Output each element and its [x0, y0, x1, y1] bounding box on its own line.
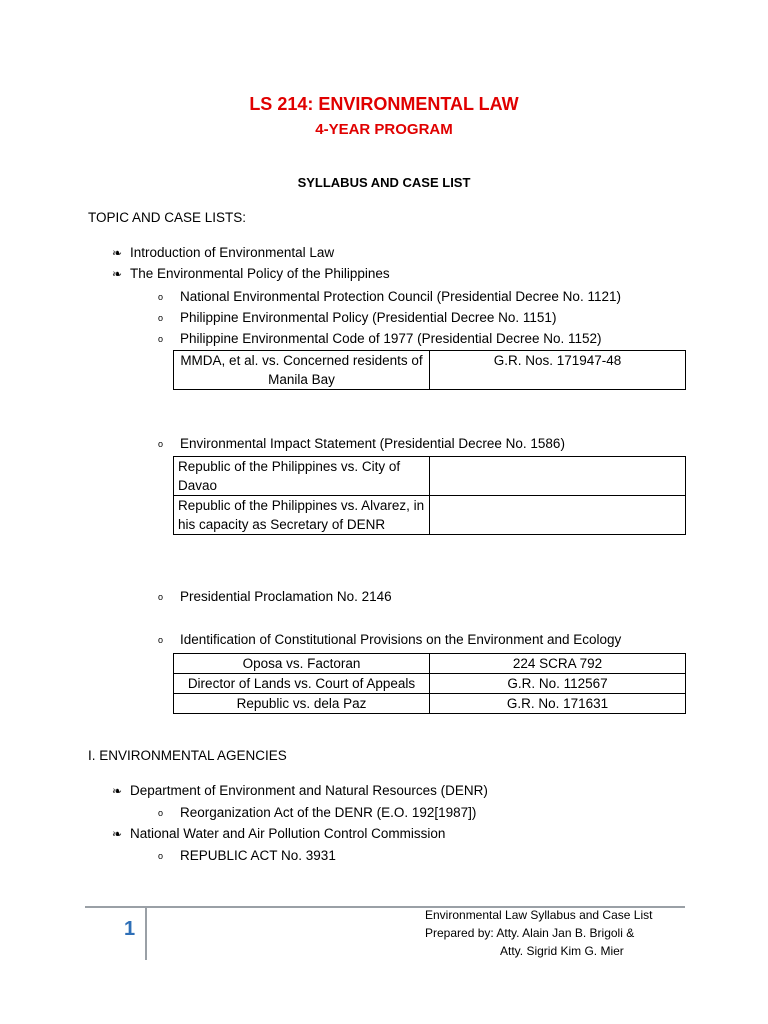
sub-label: Reorganization Act of the DENR (E.O. 192[1987]) — [180, 805, 477, 820]
footer-prepared-by: Prepared by: Atty. Alain Jan B. Brigoli & — [425, 926, 635, 940]
hollow-circle-icon: o — [158, 292, 164, 302]
hollow-circle-icon: o — [158, 313, 164, 323]
sub-item — [158, 589, 392, 604]
case-name-cell: Republic of the Philippines vs. City of Davao — [174, 457, 430, 496]
case-name-cell: Republic vs. dela Paz — [174, 694, 430, 714]
document-subtitle: SYLLABUS AND CASE LIST — [297, 175, 471, 190]
citation-cell: G.R. No. 171631 — [430, 694, 686, 714]
sub-item — [158, 632, 621, 647]
citation-cell: G.R. Nos. 171947-48 — [430, 351, 686, 390]
table-row — [174, 694, 686, 714]
sub-item — [158, 848, 336, 863]
sub-item — [158, 331, 602, 346]
course-title: LS 214: ENVIRONMENTAL LAW — [249, 94, 519, 114]
hollow-circle-icon: o — [158, 592, 164, 602]
bullet-item — [112, 783, 488, 798]
table-row — [174, 457, 686, 496]
fleuron-bullet-icon: ❧ — [112, 784, 123, 798]
table-row — [174, 654, 686, 674]
sub-label: Presidential Proclamation No. 2146 — [180, 589, 392, 604]
bullet-label: Introduction of Environmental Law — [130, 245, 335, 260]
hollow-circle-icon: o — [158, 635, 164, 645]
hollow-circle-icon: o — [158, 439, 164, 449]
program-title: 4-YEAR PROGRAM — [315, 121, 453, 138]
footer-separator — [145, 906, 147, 960]
sub-label: Environmental Impact Statement (Presidential Decree No. 1586) — [180, 436, 565, 451]
sub-item — [158, 805, 476, 820]
topics-heading: TOPIC AND CASE LISTS: — [88, 210, 247, 225]
sub-item — [158, 310, 556, 325]
bullet-label: National Water and Air Pollution Control Commission — [130, 826, 446, 841]
fleuron-bullet-icon: ❧ — [112, 267, 123, 281]
bullet-item — [112, 266, 390, 281]
page-number: 1 — [124, 918, 136, 940]
bullet-item — [112, 245, 334, 260]
citation-cell: 224 SCRA 792 — [430, 654, 686, 674]
case-name-cell: Republic of the Philippines vs. Alvarez, in his capacity as Secretary of DENR — [174, 496, 430, 535]
sub-label: Philippine Environmental Code of 1977 (Presidential Decree No. 1152) — [180, 331, 602, 346]
citation-cell — [430, 457, 686, 496]
sub-item — [158, 289, 621, 304]
citation-cell: G.R. No. 112567 — [430, 674, 686, 694]
table-row — [174, 496, 686, 535]
hollow-circle-icon: o — [158, 851, 164, 861]
case-name-cell: Director of Lands vs. Court of Appeals — [174, 674, 430, 694]
hollow-circle-icon: o — [158, 808, 164, 818]
case-name-cell: Oposa vs. Factoran — [174, 654, 430, 674]
fleuron-bullet-icon: ❧ — [112, 827, 123, 841]
bullet-label: The Environmental Policy of the Philippines — [130, 266, 390, 281]
sub-label: REPUBLIC ACT No. 3931 — [180, 848, 336, 863]
fleuron-bullet-icon: ❧ — [112, 246, 123, 260]
sub-label: Identification of Constitutional Provisions on the Environment and Ecology — [180, 632, 622, 647]
hollow-circle-icon: o — [158, 334, 164, 344]
sub-item — [158, 436, 565, 451]
agencies-heading: I. ENVIRONMENTAL AGENCIES — [88, 748, 287, 763]
case-table-eis — [173, 456, 686, 535]
sub-label: National Environmental Protection Council (Presidential Decree No. 1121) — [180, 289, 621, 304]
case-table-constitutional — [173, 653, 686, 714]
footer-title: Environmental Law Syllabus and Case List — [425, 908, 653, 922]
case-table-manila-bay — [173, 350, 686, 390]
sub-label: Philippine Environmental Policy (Presidential Decree No. 1151) — [180, 310, 557, 325]
table-row — [174, 351, 686, 390]
bullet-label: Department of Environment and Natural Resources (DENR) — [130, 783, 488, 798]
bullet-item — [112, 826, 445, 841]
table-row — [174, 674, 686, 694]
case-name-cell: MMDA, et al. vs. Concerned residents of Manila Bay — [174, 351, 430, 390]
citation-cell — [430, 496, 686, 535]
footer-author: Atty. Sigrid Kim G. Mier — [500, 944, 624, 958]
